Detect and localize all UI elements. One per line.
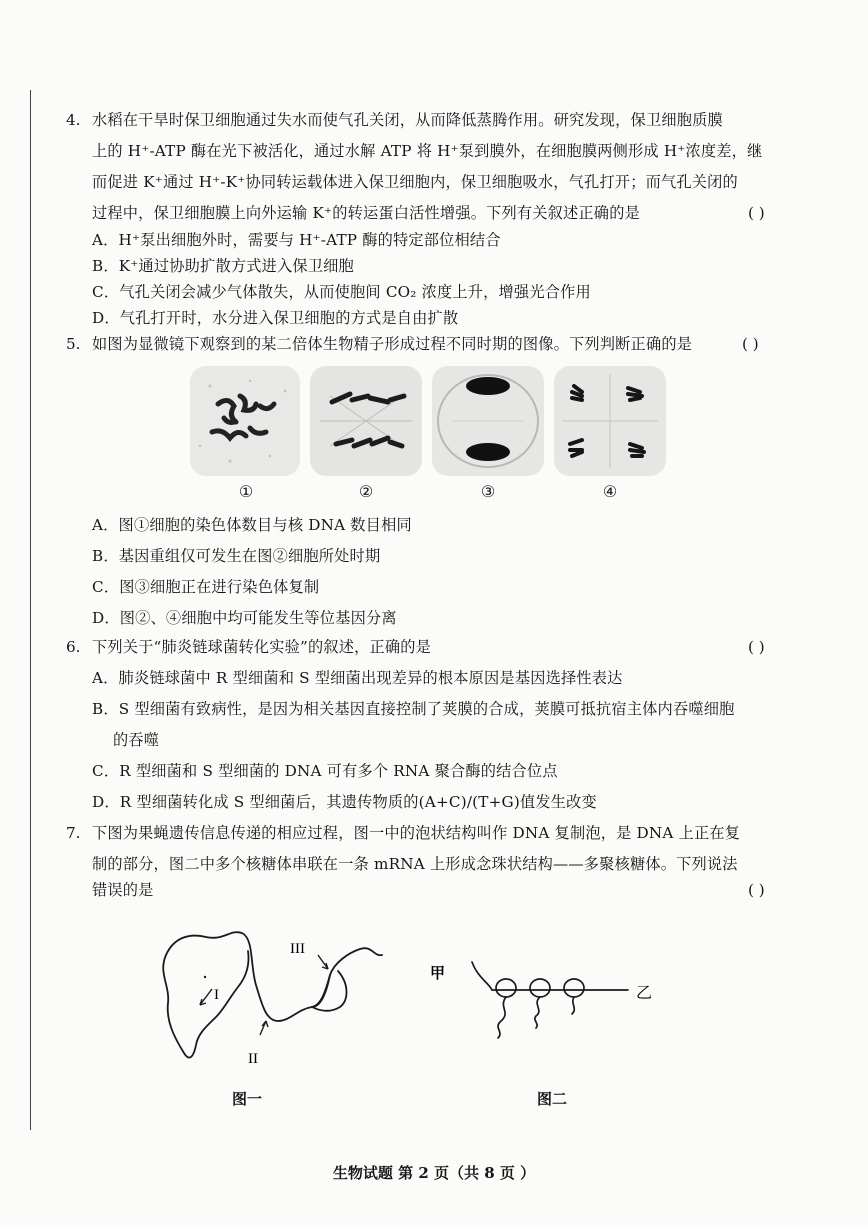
q6-option-a: A．肺炎链球菌中 R 型细菌和 S 型细菌出现差异的根本原因是基因选择性表达 xyxy=(92,669,623,687)
figure-1-caption: 图一 xyxy=(232,1090,263,1108)
q5-stem: 如图为显微镜下观察到的某二倍体生物精子形成过程不同时期的图像。下列判断正确的是 xyxy=(92,335,693,353)
q5-answer-paren: ( ) xyxy=(742,335,759,353)
q6-number: 6. xyxy=(66,638,81,656)
q4-option-a: A．H⁺泵出细胞外时，需要与 H⁺-ATP 酶的特定部位相结合 xyxy=(92,231,501,249)
figure-1-diagram xyxy=(150,925,400,1075)
q6-option-c: C．R 型细菌和 S 型细菌的 DNA 可有多个 RNA 聚合酶的结合位点 xyxy=(92,762,558,780)
figure-2-diagram xyxy=(428,952,668,1052)
panel-label-1: ① xyxy=(238,482,254,501)
q4-option-d: D．气孔打开时，水分进入保卫细胞的方式是自由扩散 xyxy=(92,309,459,327)
micrograph-panel-1 xyxy=(190,366,300,476)
q7-stem-line: 错误的是 xyxy=(92,881,154,899)
q4-number: 4. xyxy=(66,111,81,129)
q6-answer-paren: ( ) xyxy=(748,638,765,656)
micrograph-panel-2 xyxy=(310,366,422,476)
q5-option-d: D．图②、④细胞中均可能发生等位基因分离 xyxy=(92,609,397,627)
q5-option-a: A．图①细胞的染色体数目与核 DNA 数目相同 xyxy=(92,516,412,534)
binding-margin-line xyxy=(30,90,31,1130)
q7-answer-paren: ( ) xyxy=(748,881,765,899)
fig1-label-ii: II xyxy=(248,1051,258,1067)
q4-answer-paren: ( ) xyxy=(748,204,765,222)
q6-stem: 下列关于“肺炎链球菌转化实验”的叙述，正确的是 xyxy=(92,638,432,656)
q4-stem-line: 过程中，保卫细胞膜上向外运输 K⁺的转运蛋白活性增强。下列有关叙述正确的是 xyxy=(92,204,640,222)
q6-option-b: B．S 型细菌有致病性，是因为相关基因直接控制了荚膜的合成，荚膜可抵抗宿主体内吞噬细胞 xyxy=(92,700,735,718)
q4-option-b: B．K⁺通过协助扩散方式进入保卫细胞 xyxy=(92,257,354,275)
q7-number: 7. xyxy=(66,824,81,842)
q4-stem-line: 而促进 K⁺通过 H⁺-K⁺协同转运载体进入保卫细胞内，保卫细胞吸水，气孔打开；而气孔关闭的 xyxy=(92,173,738,191)
panel-label-3: ③ xyxy=(480,482,496,501)
panel-label-4: ④ xyxy=(602,482,618,501)
micrograph-panel-3 xyxy=(432,366,544,476)
q6-option-d: D．R 型细菌转化成 S 型细菌后，其遗传物质的(A+C)/(T+G)值发生改变 xyxy=(92,793,597,811)
fig2-label-yi: 乙 xyxy=(636,983,653,1002)
q7-stem-line: 制的部分，图二中多个核糖体串联在一条 mRNA 上形成念珠状结构——多聚核糖体。下列说法 xyxy=(92,855,738,873)
panel-label-2: ② xyxy=(358,482,374,501)
q4-option-c: C．气孔关闭会减少气体散失，从而使胞间 CO₂ 浓度上升，增强光合作用 xyxy=(92,283,591,301)
fig1-label-i: I xyxy=(214,987,219,1003)
fig1-label-iii: III xyxy=(290,941,305,957)
q4-stem-line: 上的 H⁺-ATP 酶在光下被活化，通过水解 ATP 将 H⁺泵到膜外，在细胞膜两侧形成 H⁺浓度差，继 xyxy=(92,142,763,160)
q6-option-b-cont: 的吞噬 xyxy=(113,731,160,749)
q5-number: 5. xyxy=(66,335,81,353)
q5-option-b: B．基因重组仅可发生在图②细胞所处时期 xyxy=(92,547,381,565)
micrograph-panel-4 xyxy=(554,366,666,476)
q7-stem-line: 下图为果蝇遗传信息传递的相应过程，图一中的泡状结构叫作 DNA 复制泡，是 DNA 上正在复 xyxy=(92,824,741,842)
figure-2-caption: 图二 xyxy=(537,1090,568,1108)
q4-stem-line: 水稻在干旱时保卫细胞通过失水而使气孔关闭，从而降低蒸腾作用。研究发现，保卫细胞质膜 xyxy=(92,111,723,129)
q5-option-c: C．图③细胞正在进行染色体复制 xyxy=(92,578,320,596)
fig2-label-jia: 甲 xyxy=(430,964,446,982)
page-footer: 生物试题 第 2 页（共 8 页 ） xyxy=(332,1164,536,1182)
